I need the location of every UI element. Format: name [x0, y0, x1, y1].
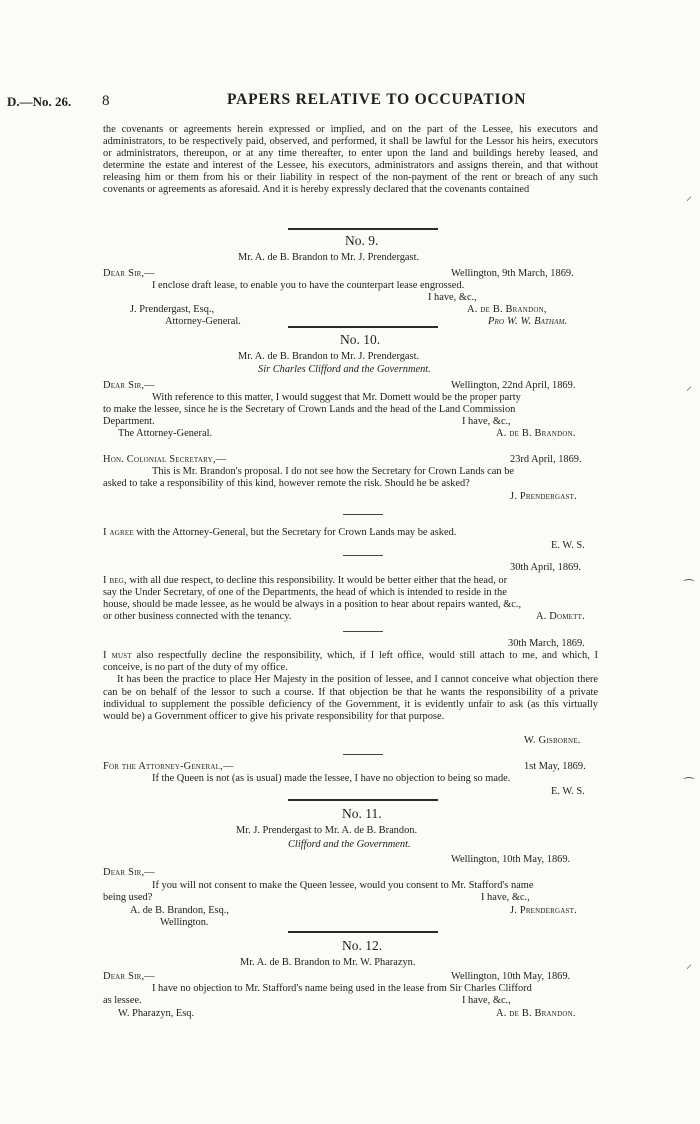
salutation-9: Dear Sir,—	[103, 268, 155, 279]
signature-9: A. de B. Brandon,	[467, 304, 547, 315]
letter-heading-10: Mr. A. de B. Brandon to Mr. J. Prendergast.	[238, 351, 420, 362]
body-12-line2: as lessee.	[103, 995, 142, 1006]
letter-heading-9: Mr. A. de B. Brandon to Mr. J. Prendergast.	[238, 252, 420, 263]
addressee-10: The Attorney-General.	[118, 428, 213, 439]
document-reference: D.—No. 26.	[7, 94, 72, 109]
pro-signature-9: Pro W. W. Batham.	[488, 316, 568, 327]
minute-body-3-line4: or other business connected with the tenancy.	[103, 611, 292, 622]
minute-body-1-line1: This is Mr. Brandon's proposal. I do not see how the Secretary for Crown Lands can be	[152, 466, 515, 477]
minute-date-4: 30th March, 1869.	[508, 638, 585, 649]
section-divider	[288, 931, 438, 933]
signature-10: A. de B. Brandon.	[496, 428, 576, 439]
minute-body-2	[103, 527, 598, 539]
minute-divider	[343, 631, 383, 632]
page-number: 8	[102, 93, 110, 109]
section-divider	[288, 326, 438, 328]
minute-signature-2: E. W. S.	[551, 540, 585, 551]
letter-number-11: No. 11.	[342, 806, 382, 821]
body-11-line2: being used?	[103, 892, 153, 903]
signature-12: A. de B. Brandon.	[496, 1008, 576, 1019]
minute-recipient-1: Hon. Colonial Secretary,—	[103, 454, 227, 465]
minute-body-4	[103, 650, 598, 723]
letter-heading-12: Mr. A. de B. Brandon to Mr. W. Pharazyn.	[240, 957, 416, 968]
minute-divider	[343, 555, 383, 556]
date-9: Wellington, 9th March, 1869.	[451, 268, 574, 279]
margin-mark: ⸝	[686, 379, 693, 393]
body-10-line2: to make the lessee, since he is the Secretary of Crown Lands and the head of the Land Commission	[103, 404, 516, 415]
salutation-11: Dear Sir,—	[103, 867, 155, 878]
letter-heading-11: Mr. J. Prendergast to Mr. A. de B. Brandon.	[236, 825, 418, 836]
minute-lead-4: I must	[103, 650, 132, 661]
minute-divider	[343, 514, 383, 515]
margin-mark: ⁔	[684, 567, 694, 581]
minute-text-4a: also respectfully decline the responsibility, which, if I left office, would still attach to me, and which, I conceive, is no part of the duty of my office.	[103, 650, 598, 674]
letter-subheading-11: Clifford and the Government.	[288, 839, 411, 850]
minute-lead-2: I agree	[103, 527, 134, 538]
addressee-12: W. Pharazyn, Esq.	[118, 1008, 195, 1019]
addressee-9-line2: Attorney-General.	[165, 316, 241, 327]
minute-signature-4: W. Gisborne.	[524, 735, 581, 746]
addressee-9-line1: J. Prendergast, Esq.,	[130, 304, 215, 315]
letter-subheading-10: Sir Charles Clifford and the Government.	[258, 364, 431, 375]
date-10: Wellington, 22nd April, 1869.	[451, 380, 576, 391]
letter-number-10: No. 10.	[340, 332, 381, 347]
signature-11: J. Prendergast.	[510, 905, 577, 916]
body-9: I enclose draft lease, to enable you to have the counterpart lease engrossed.	[152, 280, 465, 291]
margin-mark: ⁔	[684, 765, 694, 779]
minute-body-1-line2: asked to take a responsibility of this kind, however remote the risk. Should he be asked?	[103, 478, 470, 489]
minute-divider	[343, 754, 383, 755]
closing-12: I have, &c.,	[462, 995, 511, 1006]
body-12-line1: I have no objection to Mr. Stafford's name being used in the lease from Sir Charles Clifford	[152, 983, 532, 994]
body-10-line3: Department.	[103, 416, 155, 427]
minute-body-3-line1	[103, 575, 598, 587]
closing-10: I have, &c.,	[462, 416, 511, 427]
letter-number-9: No. 9.	[345, 233, 379, 248]
addressee-11-line1: A. de B. Brandon, Esq.,	[130, 905, 229, 916]
intro-paragraph	[103, 124, 598, 197]
date-12: Wellington, 10th May, 1869.	[451, 971, 571, 982]
salutation-12: Dear Sir,—	[103, 971, 155, 982]
section-divider	[288, 228, 438, 230]
minute-text-4b: It has been the practice to place Her Majesty in the position of lessee, and I cannot conceive what objection there can be on behalf of the lessor to such a course. If that objection be that he wants the responsibility of a private individual to supplement the possible deficiency of the Government, it is evidently unfair to ask (as this virtually would be) a Government officer to give his private responsibility for that purpose.	[103, 674, 598, 723]
margin-mark: ⸝	[686, 957, 693, 971]
minute-signature-1: J. Prendergast.	[510, 491, 577, 502]
minute-recipient-5: For the Attorney-General,—	[103, 761, 234, 772]
minute-body-3-line3: house, should be made lessee, as he would be always in a position to hear about repairs wanted, &c.,	[103, 599, 522, 610]
salutation-10: Dear Sir,—	[103, 380, 155, 391]
minute-signature-3: A. Domett.	[536, 611, 585, 622]
letter-number-12: No. 12.	[342, 938, 383, 953]
closing-9: I have, &c.,	[428, 292, 477, 303]
minute-signature-5: E. W. S.	[551, 786, 585, 797]
page-title: PAPERS RELATIVE TO OCCUPATION	[227, 91, 527, 108]
body-11-line1: If you will not consent to make the Queen lessee, would you consent to Mr. Stafford's name	[152, 880, 534, 891]
minute-body-3-line2: say the Under Secretary, of one of the Departments, the head of which is intended to reside in the	[103, 587, 507, 598]
minute-date-5: 1st May, 1869.	[524, 761, 586, 772]
section-divider	[288, 799, 438, 801]
margin-mark: ⸝	[686, 189, 693, 203]
minute-text-3: with all due respect, to decline this responsibility. It would be better either that the head, or	[126, 575, 508, 586]
minute-text-2: with the Attorney-General, but the Secretary for Crown Lands may be asked.	[133, 527, 457, 538]
date-11: Wellington, 10th May, 1869.	[451, 854, 571, 865]
addressee-11-line2: Wellington.	[160, 917, 209, 928]
intro-text: the covenants or agreements herein expressed or implied, and on the part of the Lessee, his executors and administrators, to be respectively paid, observed, and performed, it shall be lawful for the Lessor his heirs, executors or administrators, thereupon, or at any time thereafter, to enter upon the land and buildings hereby leased, and determine the estate and interest of the Lessee, his executors, administrators and assigns therein, and that without releasing him or them from his or their liability in respect of the non-payment of the rent or breach of any such covenants or agreements as aforesaid. And it is hereby expressly declared that the covenants contained	[103, 124, 598, 196]
minute-lead-3: I beg,	[103, 575, 127, 586]
minute-date-1: 23rd April, 1869.	[510, 454, 582, 465]
closing-11: I have, &c.,	[481, 892, 530, 903]
body-10-line1: With reference to this matter, I would suggest that Mr. Domett would be the proper party	[152, 392, 521, 403]
minute-date-3: 30th April, 1869.	[510, 562, 582, 573]
minute-body-5: If the Queen is not (as is usual) made the lessee, I have no objection to being so made.	[152, 773, 511, 784]
